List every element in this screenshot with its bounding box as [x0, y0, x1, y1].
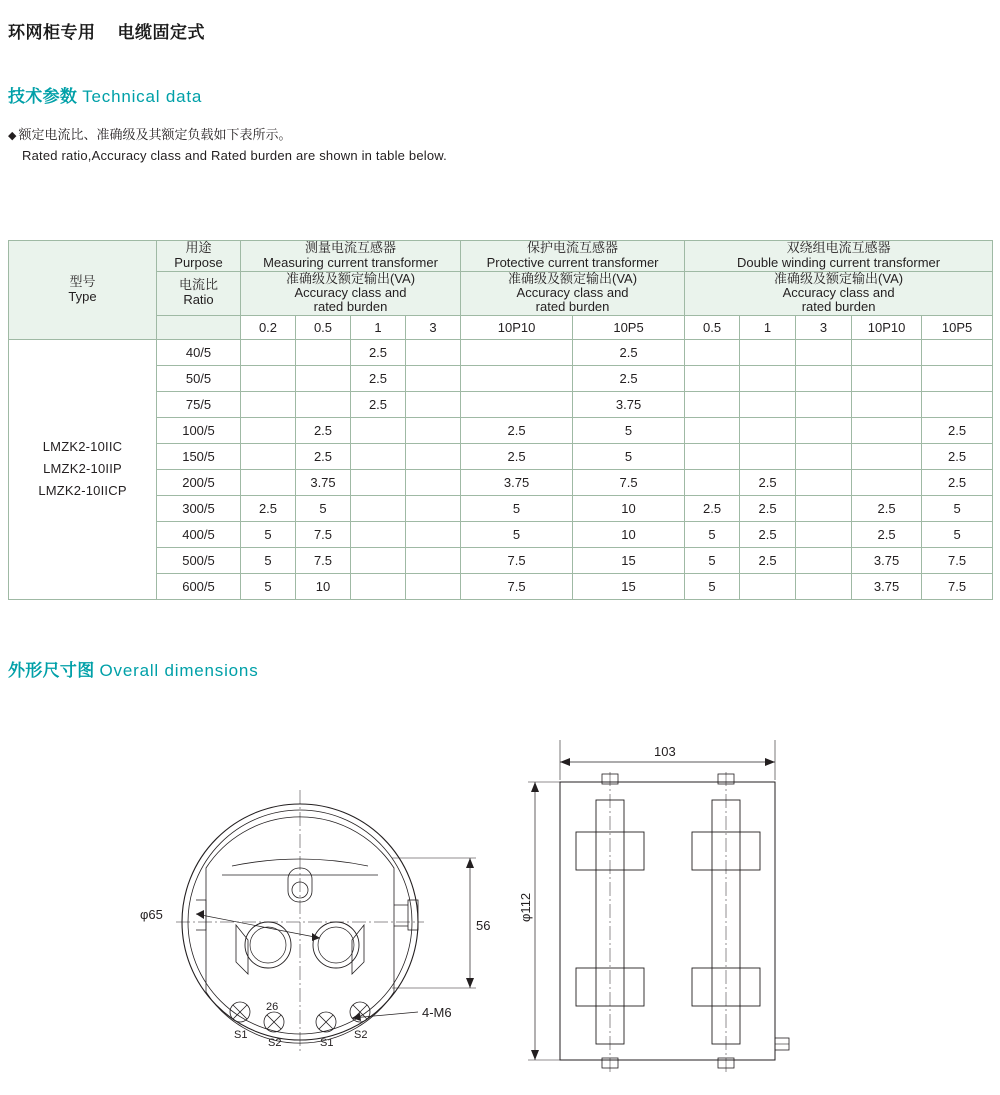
cell-value: [796, 417, 852, 443]
header-unit-3: 3: [406, 315, 461, 339]
cell-value: [351, 521, 406, 547]
cell-value: 2.5: [241, 495, 296, 521]
cell-value: [351, 573, 406, 599]
label-56: 56: [476, 918, 491, 933]
cell-value: 2.5: [573, 339, 685, 365]
header-group-measuring-en: Measuring current transformer: [263, 254, 438, 270]
label-103: 103: [654, 744, 676, 759]
cell-value: 5: [241, 521, 296, 547]
cell-value: [922, 391, 993, 417]
section-heading-dimensions-cn: 外形尺寸图: [8, 661, 95, 680]
cell-value: 2.5: [351, 339, 406, 365]
cell-value: [351, 417, 406, 443]
type-line-3: LMZK2-10IICP: [38, 483, 127, 499]
spec-table: [8, 240, 993, 600]
cell-value: [922, 339, 993, 365]
side-view-drawing: [518, 740, 789, 1072]
type-line-1: LMZK2-10IIC: [42, 439, 123, 455]
table-header-row-1: [9, 241, 993, 272]
cell-ratio: 150/5: [157, 443, 241, 469]
table-row: [9, 365, 993, 391]
header-accuracy-protective-en2: rated burden: [535, 299, 610, 315]
cell-value: [241, 339, 296, 365]
cell-value: 7.5: [461, 573, 573, 599]
cell-ratio: 300/5: [157, 495, 241, 521]
cell-value: [796, 547, 852, 573]
cell-value: 5: [685, 573, 740, 599]
section-heading-technical-cn: 技术参数: [8, 87, 78, 106]
label-dia-65: φ65: [140, 907, 163, 922]
cell-value: [796, 521, 852, 547]
cell-ratio: 50/5: [157, 365, 241, 391]
cell-value: 7.5: [296, 547, 351, 573]
cell-value: 5: [461, 521, 573, 547]
table-row: [9, 495, 993, 521]
page-title-part2: 电缆固定式: [117, 23, 205, 42]
cell-value: [351, 443, 406, 469]
cell-value: [740, 417, 796, 443]
cell-value: 2.5: [685, 495, 740, 521]
header-accuracy-measuring-cn: 准确级及额定输出(VA): [285, 270, 416, 286]
cell-value: [296, 391, 351, 417]
cell-value: [796, 469, 852, 495]
cell-value: 5: [573, 443, 685, 469]
header-accuracy-double-cn: 准确级及额定输出(VA): [774, 270, 904, 286]
label-dia-112: φ112: [518, 892, 533, 922]
cell-value: 5: [241, 547, 296, 573]
header-purpose-en: Purpose: [174, 254, 223, 270]
cell-value: 2.5: [922, 443, 993, 469]
cell-value: 10: [573, 495, 685, 521]
cell-value: [796, 443, 852, 469]
cell-value: 5: [241, 573, 296, 599]
cell-value: [406, 443, 461, 469]
header-type-cn: 型号: [69, 273, 96, 289]
cell-value: 7.5: [573, 469, 685, 495]
header-group-protective-en: Protective current transformer: [486, 254, 659, 270]
header-cell-purpose: [157, 241, 241, 272]
cell-ratio: 100/5: [157, 417, 241, 443]
cell-value: [852, 417, 922, 443]
cell-value: [351, 547, 406, 573]
cell-value: [852, 339, 922, 365]
header-unit-7: 1: [740, 315, 796, 339]
cell-value: 2.5: [461, 417, 573, 443]
cell-value: [241, 391, 296, 417]
header-purpose-cn: 用途: [185, 240, 212, 255]
cell-value: [740, 443, 796, 469]
type-line-2: LMZK2-10IIP: [43, 461, 122, 477]
cell-value: [852, 443, 922, 469]
cell-value: [296, 365, 351, 391]
cell-value: [296, 339, 351, 365]
note-bullet-cn-text: 额定电流比、准确级及其额定负载如下表所示。: [18, 127, 292, 142]
overall-dimensions-drawings: [0, 700, 1000, 1095]
front-view-drawing: [140, 790, 490, 1052]
spec-table-wrapper: [8, 240, 992, 600]
cell-value: [351, 469, 406, 495]
cell-value: [796, 339, 852, 365]
header-unit-6: 0.5: [685, 315, 740, 339]
cell-value: [241, 365, 296, 391]
cell-value: [796, 365, 852, 391]
cell-ratio: 40/5: [157, 339, 241, 365]
header-unit-10: 10P5: [922, 315, 993, 339]
cell-value: [852, 365, 922, 391]
cell-value: 2.5: [461, 443, 573, 469]
cell-value: 7.5: [461, 547, 573, 573]
cell-value: 7.5: [922, 547, 993, 573]
svg-text:S1: S1: [234, 1029, 248, 1041]
cell-value: [241, 417, 296, 443]
cell-value: 7.5: [296, 521, 351, 547]
header-accuracy-measuring-en2: rated burden: [313, 299, 388, 315]
cell-value: 2.5: [740, 495, 796, 521]
cell-value: 5: [461, 495, 573, 521]
section-heading-technical-en: Technical data: [82, 87, 203, 106]
header-accuracy-double: [685, 271, 993, 315]
cell-value: 2.5: [740, 469, 796, 495]
cell-value: 3.75: [573, 391, 685, 417]
cell-value: [740, 365, 796, 391]
cell-value: [406, 391, 461, 417]
page-title-part1: 环网柜专用: [8, 23, 96, 42]
cell-value: 2.5: [740, 547, 796, 573]
cell-ratio: 200/5: [157, 469, 241, 495]
cell-value: 3.75: [296, 469, 351, 495]
label-26: 26: [266, 1001, 279, 1013]
cell-value: 7.5: [922, 573, 993, 599]
diamond-bullet-icon: ◆: [8, 130, 17, 142]
header-type-en: Type: [68, 288, 97, 304]
cell-value: 2.5: [740, 521, 796, 547]
cell-value: 2.5: [351, 365, 406, 391]
cell-ratio: 75/5: [157, 391, 241, 417]
cell-value: [406, 365, 461, 391]
table-row: [9, 573, 993, 599]
cell-value: 2.5: [922, 417, 993, 443]
cell-value: [461, 339, 573, 365]
cell-ratio: 400/5: [157, 521, 241, 547]
header-unit-blank: [157, 315, 241, 339]
cell-value: [685, 365, 740, 391]
cell-value: 2.5: [573, 365, 685, 391]
section-heading-dimensions: [8, 656, 259, 681]
cell-value: [461, 365, 573, 391]
header-unit-9: 10P10: [852, 315, 922, 339]
drawings-svg: [0, 700, 1000, 1095]
header-unit-1: 0.5: [296, 315, 351, 339]
cell-value: 2.5: [922, 469, 993, 495]
header-ratio-cn: 电流比: [178, 277, 218, 293]
header-accuracy-protective: [461, 271, 685, 315]
cell-value: [406, 495, 461, 521]
cell-value: 3.75: [461, 469, 573, 495]
cell-value: [685, 469, 740, 495]
cell-value: [740, 391, 796, 417]
header-accuracy-measuring-en1: Accuracy class and: [294, 285, 407, 301]
table-header-row-units: [9, 315, 993, 339]
cell-value: [796, 495, 852, 521]
svg-text:S2: S2: [354, 1029, 368, 1041]
cell-value: 2.5: [852, 521, 922, 547]
cell-value: [796, 573, 852, 599]
header-accuracy-double-en1: Accuracy class and: [782, 285, 895, 301]
cell-value: [406, 417, 461, 443]
cell-value: [241, 469, 296, 495]
header-group-measuring-cn: 测量电流互感器: [305, 240, 397, 255]
page-title: [8, 18, 205, 43]
cell-ratio: 600/5: [157, 573, 241, 599]
cell-type-list: [9, 339, 157, 599]
header-group-double-winding-en: Double winding current transformer: [737, 254, 941, 270]
cell-value: 5: [922, 521, 993, 547]
cell-value: 3.75: [852, 547, 922, 573]
header-cell-ratio: [157, 271, 241, 315]
cell-value: [685, 339, 740, 365]
note-bullet-en: Rated ratio,Accuracy class and Rated burden are shown in table below.: [22, 148, 447, 163]
table-row: [9, 469, 993, 495]
note-bullet-cn: [8, 124, 291, 143]
cell-value: 3.75: [852, 573, 922, 599]
header-unit-2: 1: [351, 315, 406, 339]
cell-value: 5: [296, 495, 351, 521]
cell-value: [852, 391, 922, 417]
cell-value: [796, 391, 852, 417]
cell-value: [461, 391, 573, 417]
cell-value: [685, 391, 740, 417]
cell-value: 2.5: [296, 417, 351, 443]
table-header-row-2: [9, 271, 993, 315]
cell-value: [740, 573, 796, 599]
table-row: [9, 443, 993, 469]
header-unit-0: 0.2: [241, 315, 296, 339]
cell-value: [351, 495, 406, 521]
cell-value: 10: [573, 521, 685, 547]
cell-value: [740, 339, 796, 365]
cell-value: [406, 469, 461, 495]
header-accuracy-measuring: [241, 271, 461, 315]
table-row: [9, 339, 993, 365]
svg-text:S2: S2: [268, 1037, 282, 1049]
header-unit-8: 3: [796, 315, 852, 339]
cell-ratio: 500/5: [157, 547, 241, 573]
svg-text:S1: S1: [320, 1037, 334, 1049]
cell-value: [406, 547, 461, 573]
cell-value: 5: [573, 417, 685, 443]
table-row: [9, 521, 993, 547]
header-ratio-en: Ratio: [183, 292, 214, 308]
cell-value: 2.5: [296, 443, 351, 469]
header-group-measuring: [241, 241, 461, 272]
cell-value: 15: [573, 573, 685, 599]
cell-value: [685, 417, 740, 443]
cell-value: 15: [573, 547, 685, 573]
cell-value: 5: [922, 495, 993, 521]
cell-value: [685, 443, 740, 469]
header-group-double-winding-cn: 双绕组电流互感器: [786, 240, 891, 255]
header-group-protective: [461, 241, 685, 272]
cell-value: [852, 469, 922, 495]
header-group-double-winding: [685, 241, 993, 272]
cell-value: 10: [296, 573, 351, 599]
section-heading-dimensions-en: Overall dimensions: [99, 661, 259, 680]
cell-value: [406, 339, 461, 365]
section-heading-technical: [8, 82, 202, 107]
cell-value: [922, 365, 993, 391]
table-row: [9, 547, 993, 573]
header-group-protective-cn: 保护电流互感器: [527, 240, 619, 255]
cell-value: 2.5: [351, 391, 406, 417]
header-accuracy-double-en2: rated burden: [801, 299, 876, 315]
header-accuracy-protective-en1: Accuracy class and: [516, 285, 629, 301]
table-row: [9, 391, 993, 417]
cell-value: 5: [685, 521, 740, 547]
cell-value: 2.5: [852, 495, 922, 521]
cell-value: [406, 521, 461, 547]
cell-value: [406, 573, 461, 599]
label-4-m6: 4-M6: [422, 1005, 452, 1020]
cell-value: [241, 443, 296, 469]
cell-value: 5: [685, 547, 740, 573]
header-cell-type: [9, 241, 157, 340]
header-unit-4: 10P10: [461, 315, 573, 339]
header-accuracy-protective-cn: 准确级及额定输出(VA): [508, 270, 638, 286]
header-unit-5: 10P5: [573, 315, 685, 339]
table-row: [9, 417, 993, 443]
